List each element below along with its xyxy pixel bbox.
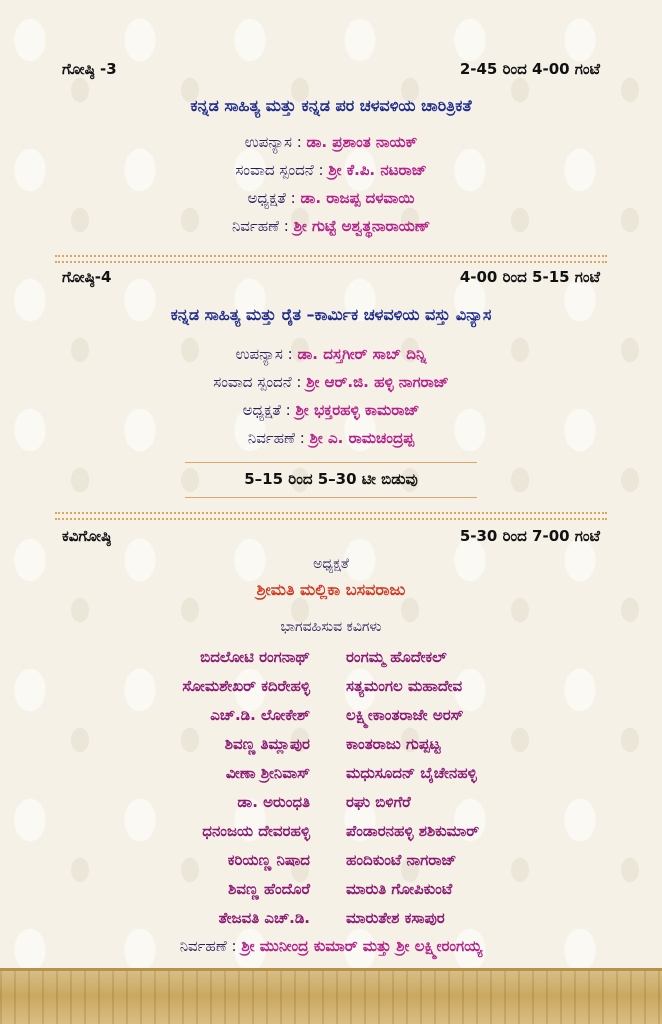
session3-role: ಸಂವಾದ ಸ್ಪಂದನೆ : ಶ್ರೀ ಕೆ.ಪಿ. ನಟರಾಜ್ xyxy=(235,161,427,179)
poet-name-left: ಶಿವಣ್ಣ ಹೆಂದೊರೆ xyxy=(228,880,310,898)
poet-name-left: ಧನಂಜಯ ದೇವರಹಳ್ಳಿ xyxy=(202,822,310,840)
poet-name-right: ಸತ್ಯಮಂಗಲ ಮಹಾದೇವ xyxy=(346,677,463,695)
session3-label: ಗೋಷ್ಠಿ -3 xyxy=(62,60,117,78)
poets-label: ಭಾಗವಹಿಸುವ ಕವಿಗಳು xyxy=(280,619,382,635)
session4-title: ಕನ್ನಡ ಸಾಹಿತ್ಯ ಮತ್ತು ರೈತ –ಕಾರ್ಮಿಕ ಚಳವಳಿಯ ವಸ್ತು ವಿನ್ಯಾಸ xyxy=(170,305,492,324)
poet-name-right: ಕಾಂತರಾಜು ಗುಪ್ಪಟ್ಟ xyxy=(346,735,441,753)
tea-break-box xyxy=(185,462,477,498)
poet-name-right: ಹಂದಿಕುಂಟೆ ನಾಗರಾಜ್ xyxy=(346,851,457,869)
decorative-bottom-border xyxy=(0,968,662,1024)
poet-name-left: ಡಾ. ಅರುಂಧತಿ xyxy=(237,793,310,811)
session4-role: ಅಧ್ಯಕ್ಷತೆ : ಶ್ರೀ ಭಕ್ತರಹಳ್ಳಿ ಕಾಮರಾಜ್ xyxy=(242,401,420,419)
poet-name-left: ಬಿದಲೋಟಿ ರಂಗನಾಥ್ xyxy=(200,648,310,666)
poet-name-left: ಶಿವಣ್ಣ ತಿಮ್ಲಾಪುರ xyxy=(224,735,310,753)
section-divider xyxy=(55,255,607,263)
poet-name-left: ತೇಜವತಿ ಎಚ್.ಡಿ. xyxy=(218,909,310,927)
poet-name-right: ಪೆಂಡಾರನಹಳ್ಳಿ ಶಶಿಕುಮಾರ್ xyxy=(346,822,480,840)
poet-name-right: ಮಧುಸೂದನ್ ಬೈಚೇನಹಳ್ಳಿ xyxy=(346,764,477,782)
chair-label: ಅಧ್ಯಕ್ಷತೆ xyxy=(313,556,349,572)
kavigoshti-time: 5-30 ರಿಂದ 7-00 ಗಂಟೆ xyxy=(459,527,600,545)
session3-role: ಉಪನ್ಯಾಸ : ಡಾ. ಪ್ರಶಾಂತ ನಾಯಕ್ xyxy=(244,133,418,151)
poet-name-left: ಎಚ್.ಡಿ. ಲೋಕೇಶ್ xyxy=(210,706,310,724)
session3-title: ಕನ್ನಡ ಸಾಹಿತ್ಯ ಮತ್ತು ಕನ್ನಡ ಪರ ಚಳವಳಿಯ ಚಾರಿತ್ರಿಕತೆ xyxy=(190,96,472,115)
kavigoshti-host: ನಿರ್ವಹಣೆ : ಶ್ರೀ ಮುನೀಂದ್ರ ಕುಮಾರ್ ಮತ್ತು ಶ್ರೀ ಲಕ್ಷ್ಮೀರಂಗಯ್ಯ xyxy=(179,937,483,955)
session4-role: ಸಂವಾದ ಸ್ಪಂದನೆ : ಶ್ರೀ ಆರ್.ಜಿ. ಹಳ್ಳಿ ನಾಗರಾಜ್ xyxy=(213,373,449,391)
session4-role: ನಿರ್ವಹಣೆ : ಶ್ರೀ ಎ. ರಾಮಚಂದ್ರಪ್ಪ xyxy=(247,429,415,447)
poet-name-right: ರಂಗಮ್ಮ ಹೊದೇಕಲ್ xyxy=(346,648,447,666)
chair-name: ಶ್ರೀಮತಿ ಮಲ್ಲಿಕಾ ಬಸವರಾಜು xyxy=(256,580,406,599)
poet-name-left: ವೀಣಾ ಶ್ರೀನಿವಾಸ್ xyxy=(225,764,310,782)
kavigoshti-label: ಕವಿಗೋಷ್ಠಿ xyxy=(62,527,112,545)
poet-name-right: ರಘು ಬಿಳಿಗೆರೆ xyxy=(346,793,411,811)
session4-role: ಉಪನ್ಯಾಸ : ಡಾ. ದಸ್ತಗೀರ್ ಸಾಬ್ ದಿನ್ನಿ xyxy=(235,345,427,363)
section-divider xyxy=(55,512,607,520)
session3-time: 2-45 ರಿಂದ 4-00 ಗಂಟೆ xyxy=(459,60,600,78)
poet-name-right: ಮಾರುತೇಶ ಕಸಾಪುರ xyxy=(346,909,445,927)
session3-role: ನಿರ್ವಹಣೆ : ಶ್ರೀ ಗುಟ್ಟೆ ಅಶ್ವತ್ಥನಾರಾಯಣ್ xyxy=(231,217,431,235)
tea-break-text: 5–15 ರಿಂದ 5–30 ಟೀ ಬಿಡುವು xyxy=(244,470,418,488)
poet-name-right: ಮಾರುತಿ ಗೋಪಿಕುಂಟೆ xyxy=(346,880,453,898)
session4-label: ಗೋಷ್ಠಿ-4 xyxy=(62,268,112,286)
poet-name-left: ಕರಿಯಣ್ಣ ನಿಷಾದ xyxy=(227,851,310,869)
poet-name-left: ಸೋಮಶೇಖರ್ ಕದಿರೇಹಳ್ಳಿ xyxy=(182,677,310,695)
session4-time: 4-00 ರಿಂದ 5-15 ಗಂಟೆ xyxy=(459,268,600,286)
session3-role: ಅಧ್ಯಕ್ಷತೆ : ಡಾ. ರಾಜಪ್ಪ ದಳವಾಯಿ xyxy=(247,189,415,207)
poet-name-right: ಲಕ್ಷ್ಮೀಕಾಂತರಾಜೇ ಅರಸ್ xyxy=(346,706,464,724)
